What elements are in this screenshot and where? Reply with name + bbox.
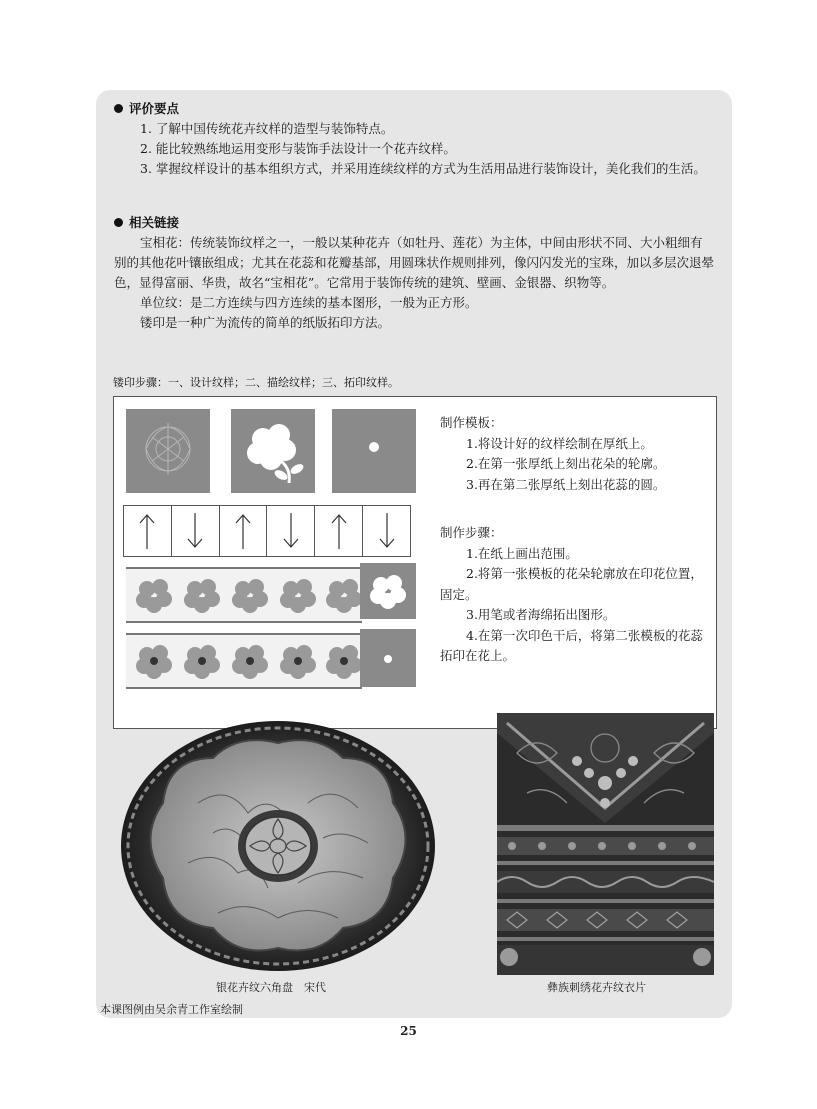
center-stencil-tile — [332, 409, 416, 493]
arrow-down-icon — [267, 506, 315, 556]
stencil-demo-box — [113, 396, 717, 729]
arrow-down-icon — [363, 506, 410, 556]
arrow-up-icon — [220, 506, 268, 556]
template-step: 3.再在第二张厚纸上刻出花蕊的圆。 — [466, 476, 666, 492]
flower-row-with-centers-icon — [126, 635, 362, 687]
arrow-up-icon — [315, 506, 363, 556]
flower-center-cutout-icon — [332, 409, 416, 493]
section-heading-evaluation — [114, 99, 179, 117]
print-strip-first-pass — [126, 567, 362, 623]
flower-stencil-tile — [231, 409, 315, 493]
flower-center-cutout-icon — [360, 629, 416, 687]
evaluation-list — [114, 119, 714, 179]
paragraph-baoxianghua: 宝相花：传统装饰纹样之一，一般以某种花卉（如牡丹、莲花）为主体，中间由形状不同、大小粗细有别的其他花叶镶嵌组成；尤其在花蕊和花瓣基部，用圆珠状作规则排列，像闪闪发光的宝珠，加以多层次退晕色，显得富丽、华贵，故名“宝相花”。它常用于装饰传统的建筑、壁画、金银器、织物等。 — [114, 235, 715, 290]
arrow-down-icon — [172, 506, 220, 556]
illustration-credit: 本课图例由吴余青工作室绘制 — [100, 1003, 243, 1016]
heading-text: 评价要点 — [129, 101, 180, 116]
design-sketch-tile — [126, 409, 210, 493]
section-heading-links — [114, 213, 179, 231]
paragraph-unit-pattern: 单位纹：是二方连续与四方连续的基本图形，一般为正方形。 — [140, 295, 478, 310]
flower-cutout-icon — [360, 563, 416, 619]
process-step: 1.在纸上画出范围。 — [466, 545, 578, 561]
process-instructions — [440, 523, 710, 667]
process-step: 3.用笔或者海绵拓出图形。 — [466, 607, 616, 622]
process-title: 制作步骤： — [440, 525, 503, 540]
flower-row-icon — [126, 569, 362, 621]
process-step: 2.将第一张模板的花朵轮廓放在印花位置，固定。 — [440, 566, 703, 602]
print-strip-second-pass — [126, 633, 362, 689]
center-stencil-small-tile — [360, 629, 416, 687]
flower-cutout-icon — [231, 409, 315, 493]
evaluation-item: 2. 能比较熟练地运用变形与装饰手法设计一个花卉纹样。 — [140, 141, 456, 156]
arrow-strip — [123, 505, 411, 557]
arrow-up-icon — [124, 506, 172, 556]
left-photo-caption: 银花卉纹六角盘 宋代 — [216, 981, 326, 994]
right-photo-caption: 彝族刺绣花卉纹衣片 — [547, 981, 646, 994]
bullet-icon — [114, 218, 123, 227]
paragraph-stencil: 镂印是一种广为流传的简单的纸版拓印方法。 — [140, 315, 391, 330]
silver-plate-photo — [118, 713, 438, 975]
heading-text: 相关链接 — [129, 215, 180, 230]
template-title: 制作模板： — [440, 415, 503, 430]
flower-stencil-small-tile — [360, 563, 416, 619]
links-paragraphs — [114, 233, 714, 333]
template-step: 1.将设计好的纹样绘制在厚纸上。 — [466, 435, 653, 451]
template-instructions — [440, 413, 710, 495]
page-number: 25 — [400, 1024, 417, 1038]
yi-embroidery-photo — [497, 713, 714, 975]
evaluation-item: 3. 掌握纹样设计的基本组织方式，并采用连续纹样的方式为生活用品进行装饰设计，美化我们的生活。 — [140, 161, 706, 176]
process-step: 4.在第一次印色干后，将第二张模板的花蕊拓印在花上。 — [440, 627, 703, 663]
stencil-steps-line: 镂印步骤：一、设计纹样；二、描绘纹样；三、拓印纹样。 — [113, 376, 399, 389]
sketch-pattern-icon — [126, 409, 210, 493]
evaluation-item: 1. 了解中国传统花卉纹样的造型与装饰特点。 — [140, 121, 394, 136]
bullet-icon — [114, 104, 123, 113]
template-step: 2.在第一张厚纸上刻出花朵的轮廓。 — [466, 456, 666, 471]
